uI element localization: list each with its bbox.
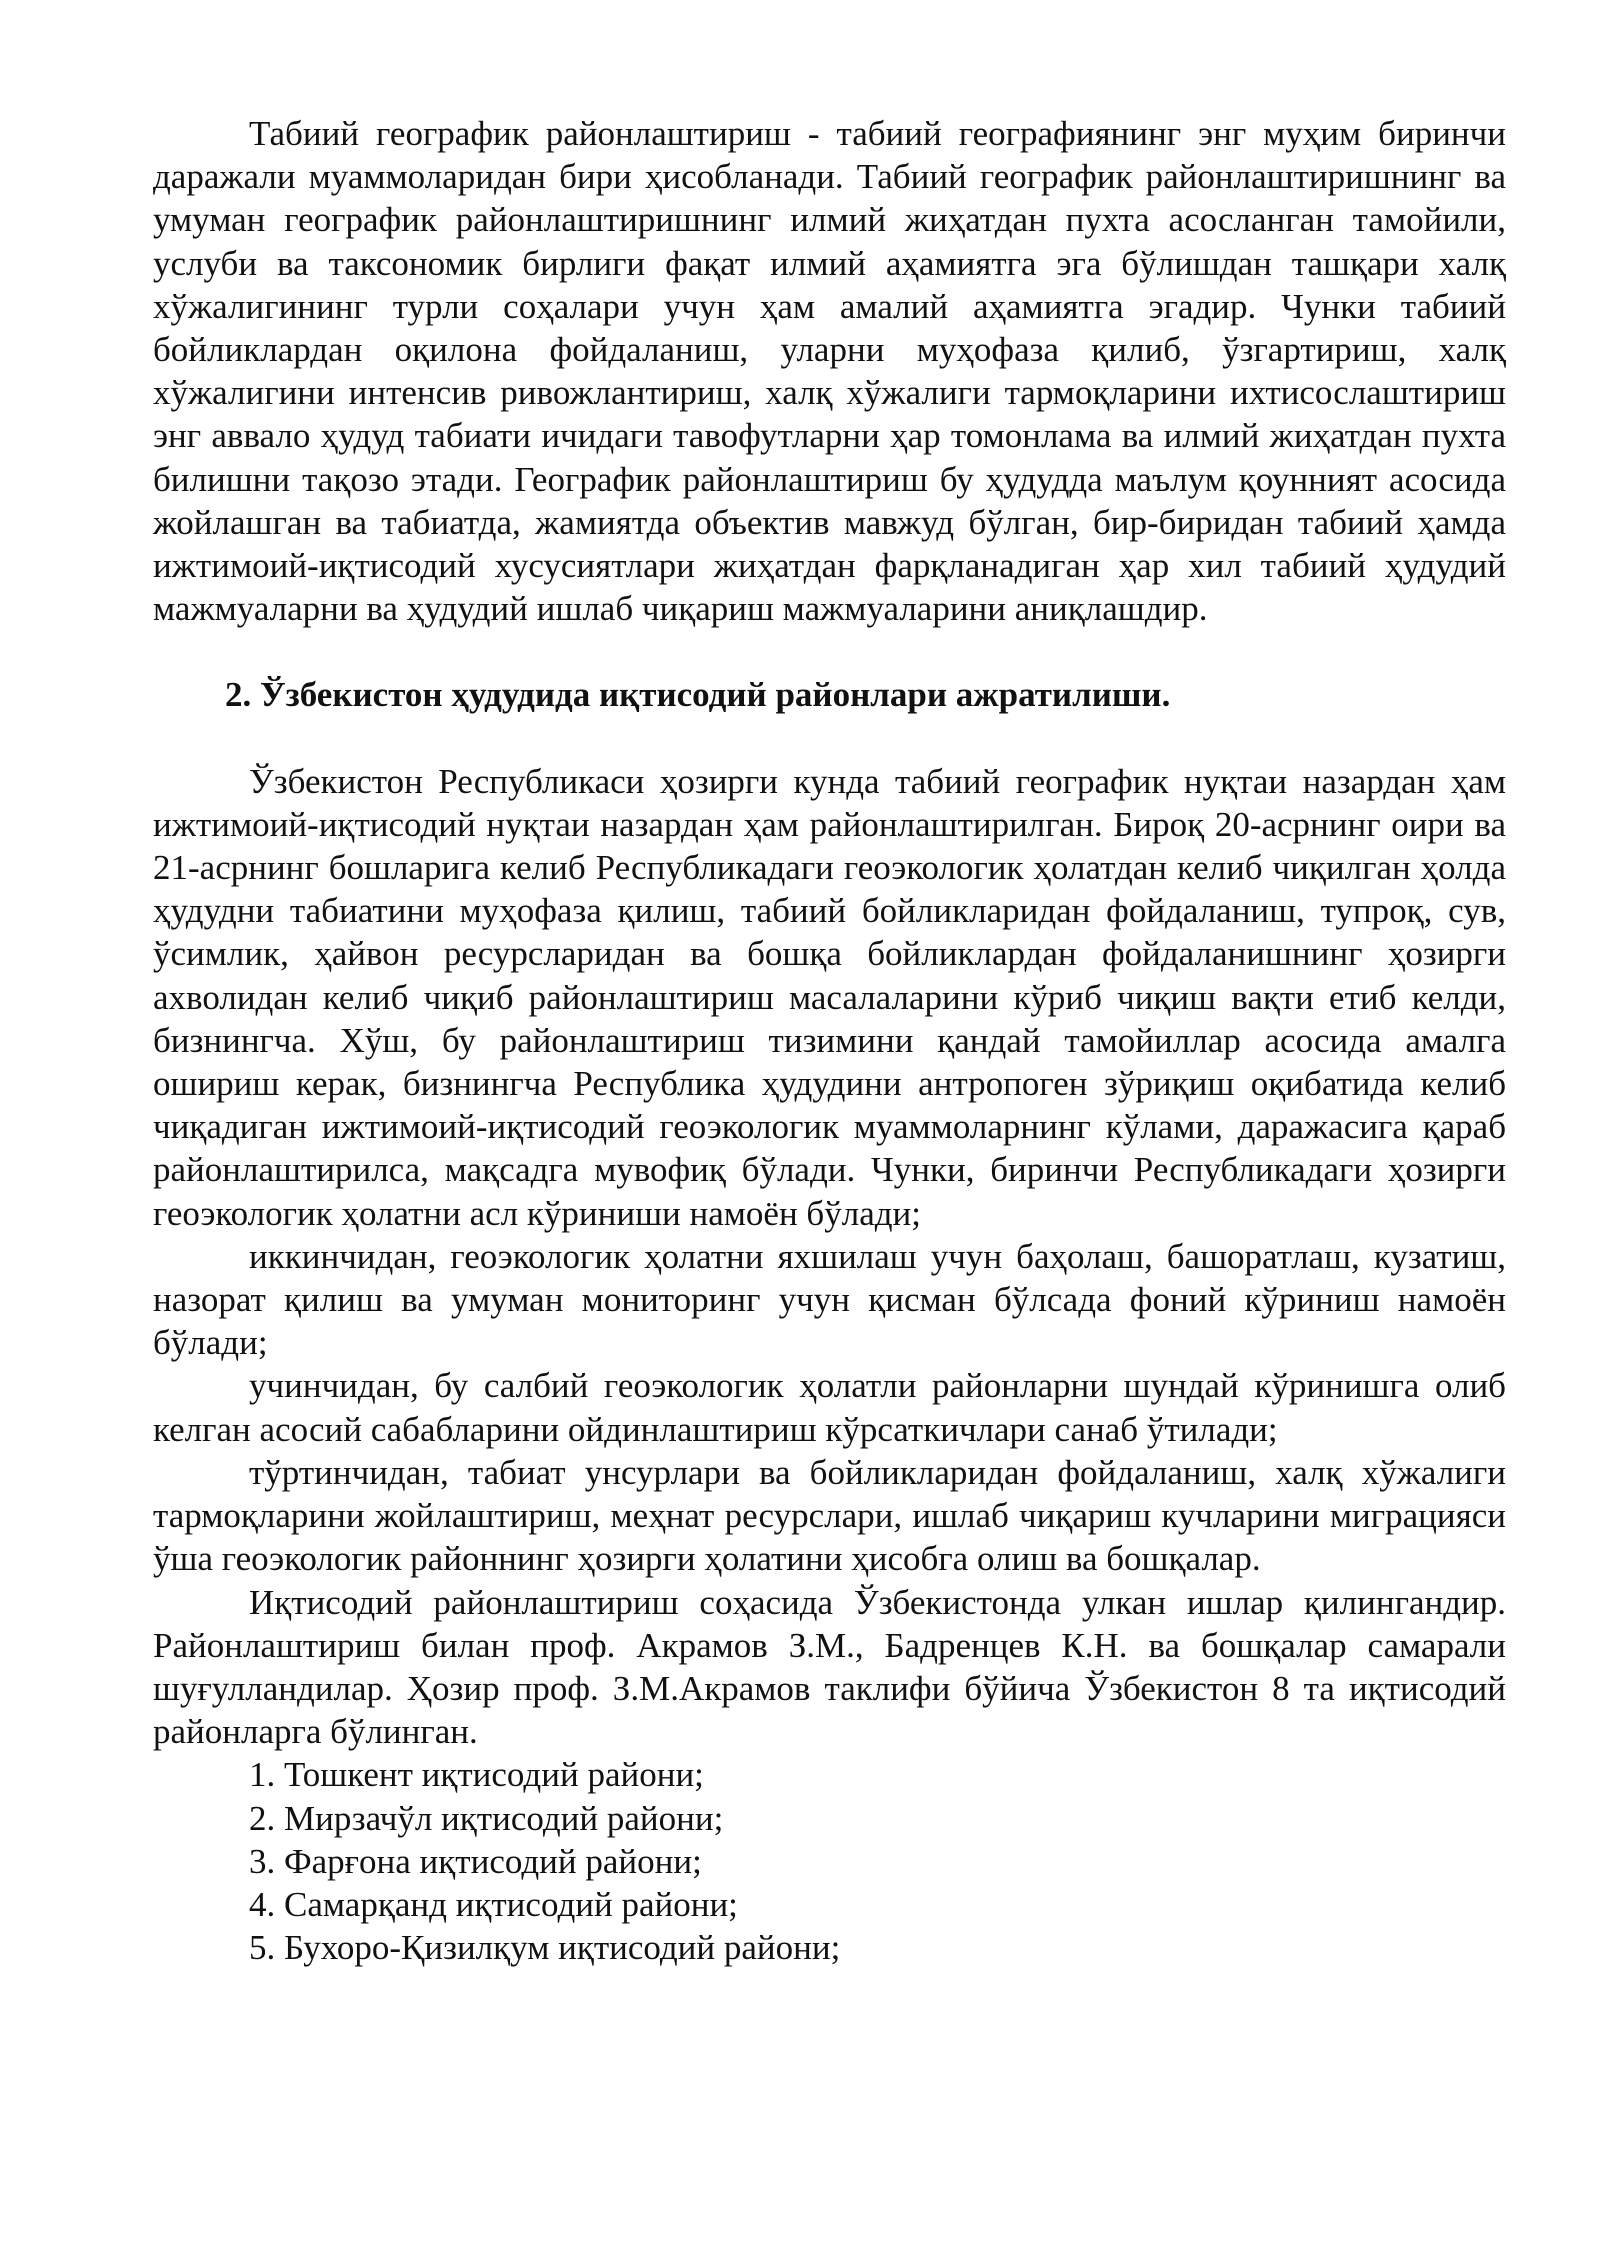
body-paragraph: учинчидан, бу салбий геоэкологик ҳолатли районларни шундай кўринишга олиб келган асосий сабабларини ойдинлаштириш кўрсаткичлари санаб ўтилади; <box>153 1366 1506 1449</box>
section-heading: 2. Ўзбекистон ҳудудида иқтисодий районлари ажратилиши. <box>225 675 1171 715</box>
list-item: 4. Самарқанд иқтисодий райони; <box>249 1884 738 1924</box>
intro-paragraph: Табиий географик районлаштириш - табиий географиянинг энг муҳим биринчи даражали муаммоларидан бири ҳисобланади. Табиий географик районлаштиришнинг ва умуман географик районлаштиришнинг илмий жиҳатдан пухта асосланган тамойили, услуби ва таксономик бирлиги фақат илмий аҳамиятга эга бўлишдан ташқари халқ хўжалигининг турли соҳалари учун ҳам амалий аҳамиятга эгадир. Чунки табиий бойликлардан оқилона фойдаланиш, уларни муҳофаза қилиб, ўзгартириш, халқ хўжалигини интенсив ривожлантириш, халқ хўжалиги тармоқларини ихтисослаштириш энг аввало ҳудуд табиати ичидаги тавофутларни ҳар томонлама ва илмий жиҳатдан пухта билишни тақозо этади. Географик районлаштириш бу ҳудудда маълум қоунният асосида жойлашган ва табиатда, жамиятда объектив мавжуд бўлган, бир-биридан табиий ҳамда ижтимоий-иқтисодий хусусиятлари жиҳатдан фарқланадиган ҳар хил табиий ҳудудий мажмуаларни ва ҳудудий ишлаб чиқариш мажмуаларини аниқлашдир. <box>153 114 1506 629</box>
body-paragraph: тўртинчидан, табиат унсурлари ва бойликларидан фойдаланиш, халқ хўжалиги тармоқларини жойлаштириш, меҳнат ресурслари, ишлаб чиқариш кучларини миграцияси ўша геоэкологик районнинг ҳозирги ҳолатини ҳисобга олиш ва бошқалар. <box>153 1452 1506 1579</box>
document-page <box>153 112 1506 1969</box>
list-item: 5. Бухоро-Қизилқум иқтисодий райони; <box>249 1928 841 1968</box>
body-paragraph: Ўзбекистон Республикаси ҳозирги кунда табиий географик нуқтаи назардан ҳам ижтимоий-иқтисодий нуқтаи назардан ҳам районлаштирилган. Бироқ 20-асрнинг оири ва 21-асрнинг бошларига келиб Республикадаги геоэкологик ҳолатдан келиб чиқилган ҳолда ҳудудни табиатини муҳофаза қилиш, табиий бойликларидан фойдаланиш, тупроқ, сув, ўсимлик, ҳайвон ресурсларидан ва бошқа бойликлардан фойдаланишнинг ҳозирги ахволидан келиб чиқиб районлаштириш масалаларини кўриб чиқиш вақти етиб келди, бизнингча. Хўш, бу районлаштириш тизимини қандай тамойиллар асосида амалга ошириш керак, бизнингча Республика ҳудудини антропоген зўриқиш оқибатида келиб чиқадиган ижтимоий-иқтисодий геоэкологик муаммоларнинг кўлами, даражасига қараб районлаштирилса, мақсадга мувофиқ бўлади. Чунки, биринчи Республикадаги ҳозирги геоэкологик ҳолатни асл кўриниши намоён бўлади; <box>153 761 1506 1233</box>
body-paragraph: иккинчидан, геоэкологик ҳолатни яхшилаш учун баҳолаш, башоратлаш, кузатиш, назорат қилиш ва умуман мониторинг учун қисман бўлсада фоний кўриниш намоён бўлади; <box>153 1236 1506 1363</box>
list-item: 1. Тошкент иқтисодий райони; <box>249 1755 704 1795</box>
body-paragraph: Иқтисодий районлаштириш соҳасида Ўзбекистонда улкан ишлар қилингандир. Районлаштириш билан проф. Акрамов З.М., Бадренцев К.Н. ва бошқалар самарали шуғулландилар. Ҳозир проф. З.М.Акрамов таклифи бўйича Ўзбекистон 8 та иқтисодий районларга бўлинган. <box>153 1582 1506 1752</box>
list-item: 3. Фарғона иқтисодий райони; <box>249 1841 702 1881</box>
list-item: 2. Мирзачўл иқтисодий райони; <box>249 1798 724 1838</box>
regions-list <box>153 1753 1506 1969</box>
